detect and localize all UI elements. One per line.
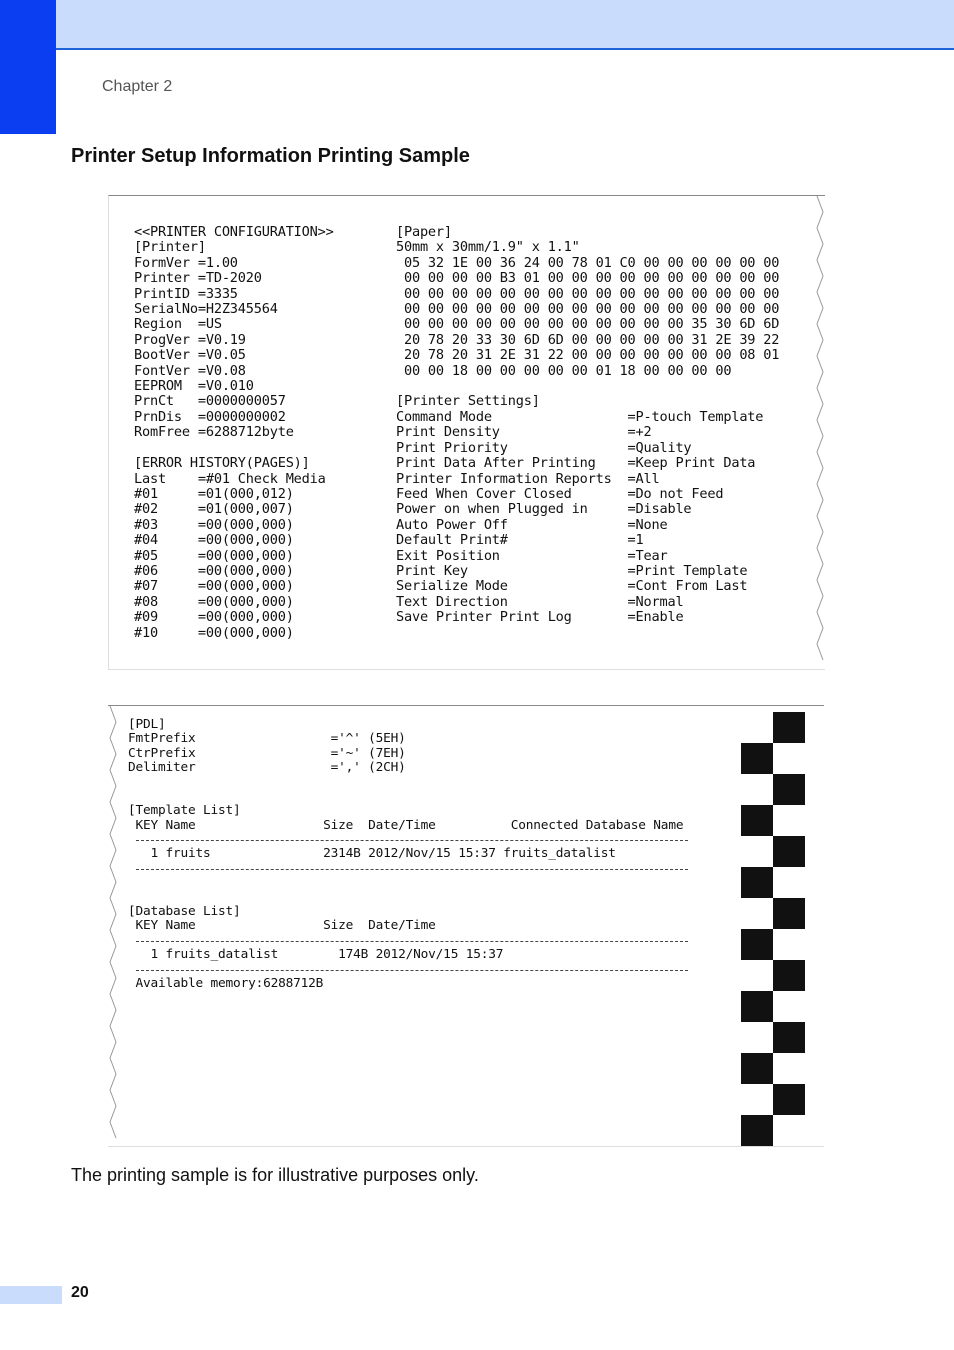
checker-square: [773, 836, 805, 867]
checker-square: [741, 1115, 773, 1146]
page-number-tab: [0, 1286, 62, 1304]
checker-square: [773, 774, 805, 805]
section-title: Printer Setup Information Printing Sample: [71, 145, 470, 167]
checker-square: [773, 898, 805, 929]
database-list-header: [Database List] KEY Name Size Date/Time: [128, 904, 436, 934]
checker-square: [773, 960, 805, 991]
divider: [136, 941, 688, 942]
checker-square: [773, 1084, 805, 1115]
checker-square: [741, 929, 773, 960]
divider: [136, 840, 688, 841]
checker-square: [741, 743, 773, 774]
chapter-side-tab: [0, 0, 56, 134]
divider: [136, 869, 688, 870]
divider: [136, 970, 688, 971]
printout-template-list: [108, 705, 824, 1147]
checker-square: [741, 867, 773, 898]
printer-info-column: <<PRINTER CONFIGURATION>> [Printer] FormVer =1.00 Printer =TD-2020 PrintID =3335 SerialNo=H2Z345564 Region =US ProgVer =V0.19 BootVer =V0.05 FontVer =V0.08 EEPROM =V0.010 PrnCt =0000000057 PrnDis =0000000002 RomFree =6288712byte [ERROR HISTORY(PAGES)] Last =#01 Check Media #01 =01(000,012) #02 =01(000,007) #03 =00(000,000) #04 =00(000,000) #05 =00(000,000) #06 =00(000,000) #07 =00(000,000) #08 =00(000,000) #09 =00(000,000) #10 =00(000,000): [134, 224, 334, 641]
paper-and-settings-column: [Paper] 50mm x 30mm/1.9" x 1.1" 05 32 1E 00 36 24 00 78 01 C0 00 00 00 00 00 00 00 00 00 00 B3 01 00 00 00 00 00 00 00 00 00 00 00 00 00 00 00 00 00 00 00 00 00 00 00 00 00 00 00 00 00 00 00 00 00 00 00 00 00 00 00 00 00 00 00 00 00 00 00 00 00 00 00 00 00 00 35 30 6D 6D 20 78 20 33 30 6D 6D 00 00 00 00 00 31 2E 39 22 20 78 20 31 2E 31 22 00 00 00 00 00 00 00 08 01 00 00 18 00 00 00 00 00 01 18 00 00 00 00 [Printer Settings] Command Mode =P-touch Template Print Density =+2 Print Priority =Quality Print Data After Printing =Keep Print Data Printer Information Reports =All Feed When Cover Closed =Do not Feed Power on when Plugged in =Disable Auto Power Off =None Default Print# =1 Exit Position =Tear Print Key =Print Template Serialize Mode =Cont From Last Text Direction =Normal Save Printer Print Log =Enable: [396, 224, 780, 626]
header-band: [0, 0, 954, 50]
checker-pattern: [741, 712, 805, 1146]
printout-configuration: [108, 195, 825, 670]
template-row: 1 fruits 2314B 2012/Nov/15 15:37 fruits_datalist: [128, 846, 616, 861]
checker-square: [773, 712, 805, 743]
caption: The printing sample is for illustrative purposes only.: [71, 1165, 479, 1185]
available-memory: Available memory:6288712B: [128, 976, 324, 991]
page-number: 20: [71, 1284, 89, 1301]
pdl-and-template-header: [PDL] FmtPrefix ='^' (5EH) CtrPrefix ='~' (7EH) Delimiter =',' (2CH) [Template List] KEY Name Size Date/Time Connected Database Name: [128, 717, 684, 833]
chapter-label: Chapter 2: [102, 78, 173, 95]
database-row: 1 fruits_datalist 174B 2012/Nov/15 15:37: [128, 947, 504, 962]
checker-square: [741, 991, 773, 1022]
checker-square: [741, 1053, 773, 1084]
checker-square: [773, 1022, 805, 1053]
torn-edge-left: [108, 706, 118, 1146]
checker-square: [741, 805, 773, 836]
torn-edge-right: [815, 196, 825, 669]
